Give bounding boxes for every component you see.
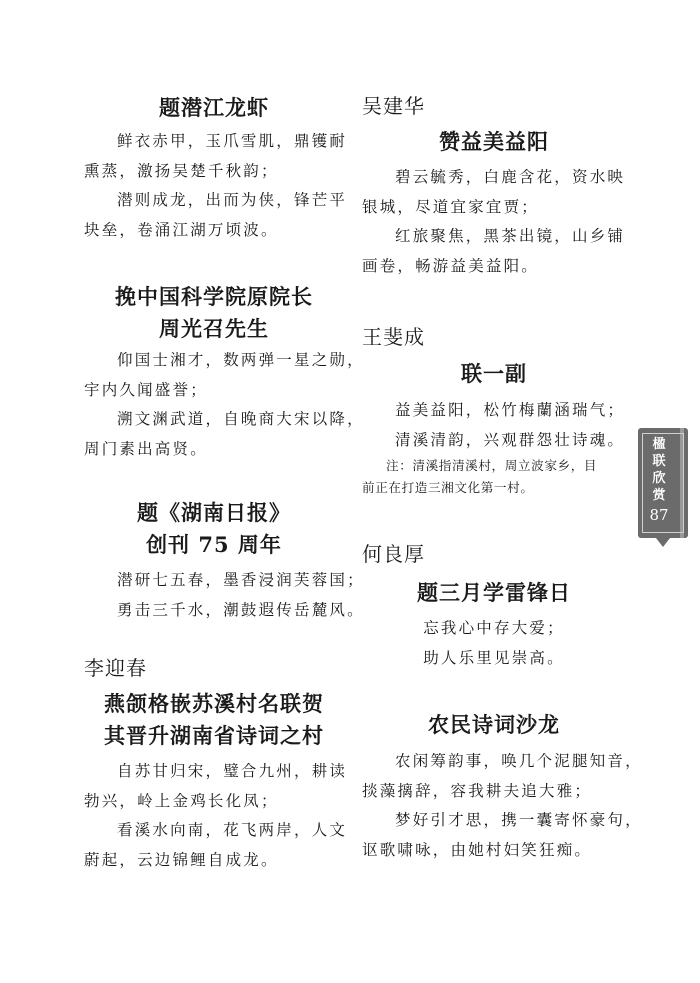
poem-block xyxy=(362,709,626,741)
section-label-char: 赏 xyxy=(652,488,666,503)
author-label: 何良厚 xyxy=(362,542,425,566)
poem-block xyxy=(84,281,344,345)
section-tab xyxy=(638,428,688,538)
poem-title: 题潜江龙虾 xyxy=(159,95,269,120)
poem-line: 勇击三千水，潮鼓遐传岳麓风。 xyxy=(117,600,365,619)
poem-body xyxy=(84,566,365,625)
poem-line: 溯文渊武道，自晚商大宋以降， xyxy=(117,410,365,428)
poem-title: 挽中国科学院原院长 xyxy=(115,284,313,309)
poem-line: 银城，尽道宜家宜贾； xyxy=(362,197,540,216)
poem-title: 联一副 xyxy=(461,361,527,386)
poem-line: 农闲筹韵事，唤几个泥腿知音， xyxy=(395,752,643,770)
poem-line: 红旅聚焦，黑茶出镜，山乡铺 xyxy=(395,227,626,245)
section-label-char: 联 xyxy=(652,454,666,469)
poem-title: 其晋升湖南省诗词之村 xyxy=(104,723,324,748)
poem-line: 潜则成龙，出而为侠，锋芒平 xyxy=(117,191,348,209)
poem-body xyxy=(362,614,626,673)
poem-title: 题三月学雷锋日 xyxy=(417,580,571,605)
poem-line: 助人乐里见崇高。 xyxy=(423,648,565,667)
poem-title: 燕颌格嵌苏溪村名联贺 xyxy=(104,691,324,716)
author-name xyxy=(362,323,626,351)
poem-line: 掞藻摛辞，容我耕夫追大雅； xyxy=(362,781,593,800)
poem-line: 鲜衣赤甲，玉爪雪肌，鼎镬耐 xyxy=(117,132,348,150)
author-name xyxy=(362,92,626,120)
poem-line: 自苏甘归宋，璧合九州，耕读 xyxy=(117,762,348,780)
poem-block xyxy=(84,688,344,752)
poem-line: 清溪清韵，兴观群怨壮诗魂。 xyxy=(395,430,626,449)
poem-line: 块垒，卷涌江湖万顷波。 xyxy=(84,220,279,239)
section-label-char: 欣 xyxy=(652,471,666,486)
poem-title: 农民诗词沙龙 xyxy=(428,712,560,737)
poem-block xyxy=(84,92,344,124)
poem-title: 题《湖南日报》 xyxy=(137,500,291,525)
poem-block xyxy=(362,577,626,609)
poem-line: 蔚起，云边锦鲤自成龙。 xyxy=(84,850,279,869)
poem-body xyxy=(84,127,348,245)
author-name xyxy=(84,654,344,682)
poem-block xyxy=(362,126,626,158)
author-label: 李迎春 xyxy=(84,656,147,680)
author-name xyxy=(362,540,626,568)
poem-line: 熏蒸，激扬吴楚千秋韵； xyxy=(84,161,279,180)
poem-line: 画卷，畅游益美益阳。 xyxy=(362,256,540,275)
poem-line: 周门素出高贤。 xyxy=(84,439,208,458)
poem-body xyxy=(362,396,626,455)
poem-line: 勃兴，岭上金鸡长化凤； xyxy=(84,791,279,810)
poem-line: 益美益阳，松竹梅蘭涵瑞气； xyxy=(395,401,626,419)
poem-line: 忘我心中存大爱； xyxy=(423,619,565,637)
author-label: 吴建华 xyxy=(362,94,425,118)
note-line: 注：清溪指清溪村，周立波家乡，目 xyxy=(386,458,598,473)
poem-title: 赞益美益阳 xyxy=(439,129,549,154)
poem-body xyxy=(84,757,348,875)
poem-line: 潜研七五春，墨香浸润芙蓉国； xyxy=(117,571,365,589)
poem-title: 创刊 75 周年 xyxy=(146,532,282,557)
author-label: 王斐成 xyxy=(362,325,425,349)
poem-line: 梦好引才思，携一囊寄怀豪句， xyxy=(395,811,643,829)
poem-body xyxy=(362,747,643,865)
note-line: 前正在打造三湘文化第一村。 xyxy=(362,480,534,495)
poem-title: 周光召先生 xyxy=(159,316,269,341)
poem-line: 讴歌啸咏，由她村妇笑狂痴。 xyxy=(362,840,593,859)
poem-body xyxy=(362,163,626,281)
page-number: 87 xyxy=(649,506,669,524)
poem-line: 看溪水向南，花飞两岸，人文 xyxy=(117,821,348,839)
tab-pointer xyxy=(656,538,670,547)
section-label xyxy=(648,436,670,504)
poem-line: 宇内久闻盛誉； xyxy=(84,380,208,399)
poem-note xyxy=(362,455,626,499)
poem-block xyxy=(84,497,344,561)
poem-line: 碧云毓秀，白鹿含花，资水映 xyxy=(395,168,626,186)
poem-block xyxy=(362,358,626,390)
poem-line: 仰国士湘才，数两弹一星之勋， xyxy=(117,351,365,369)
section-label-char: 楹 xyxy=(652,437,666,452)
poem-body xyxy=(84,346,365,464)
